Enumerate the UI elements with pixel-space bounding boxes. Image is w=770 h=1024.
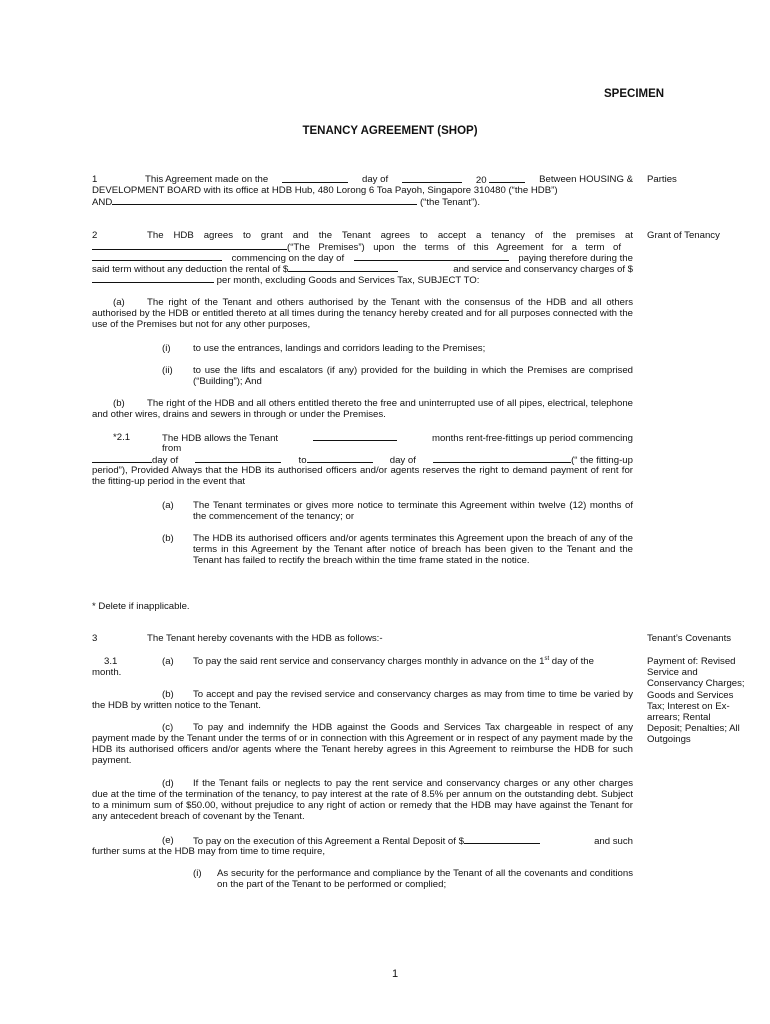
clause-2-text: and service and conservancy charges of $ bbox=[453, 264, 633, 275]
clause-2-b-body: The right of the HDB and all others entitled thereto the free and uninterrupted use of all pipes, electrical, telephone and other wires, drains and sewers in through or under the Premises. bbox=[92, 398, 633, 420]
page-number: 1 bbox=[392, 968, 399, 980]
date-blank[interactable] bbox=[282, 174, 348, 183]
clause-2-a-text bbox=[92, 297, 633, 330]
clause-1-text: This Agreement made on the bbox=[145, 174, 269, 185]
side-heading-tenants-covenants: Tenant’s Covenants bbox=[647, 633, 732, 644]
clause-2-1-a-text: The Tenant terminates or gives more notice to terminate this Agreement within twelve (12) months of the commencement of the tenancy; or bbox=[193, 500, 633, 522]
side-heading-parties: Parties bbox=[647, 174, 677, 185]
document-title: TENANCY AGREEMENT (SHOP) bbox=[302, 125, 478, 137]
clause-2-1-text: day of bbox=[389, 455, 416, 466]
clause-2-1-text: months rent-free-fittings up period commencing bbox=[431, 433, 633, 444]
clause-3-e-i-label: (i) bbox=[193, 868, 202, 879]
clause-2-1-line-1 bbox=[162, 432, 633, 444]
clause-2-1-text: day of bbox=[152, 455, 179, 466]
clause-3-c-body: To pay and indemnify the HDB against the Goods and Services Tax chargeable in respect of any payment made by the Tenant under the terms of or in connection with this Agreement or in respect of any payment made by the HDB its authorised officers and/or agents where the Tenant hereby agrees in this Agreement to reimburse the HDB for such payment. bbox=[92, 722, 633, 766]
clause-3-d-text bbox=[92, 778, 633, 822]
clause-1-line-3 bbox=[92, 196, 480, 208]
term-blank[interactable] bbox=[92, 252, 222, 261]
clause-2-1-text: The HDB allows the Tenant bbox=[162, 433, 279, 444]
clause-2-1-line-2: from bbox=[162, 443, 182, 454]
specimen-label: SPECIMEN bbox=[604, 88, 665, 100]
year-blank[interactable] bbox=[489, 174, 525, 183]
clause-3-e-label: (e) bbox=[162, 835, 174, 846]
premises-blank[interactable] bbox=[92, 241, 287, 250]
clause-2-number: 2 bbox=[92, 230, 98, 241]
to-month-blank[interactable] bbox=[433, 454, 571, 463]
rental-deposit-blank[interactable] bbox=[464, 835, 540, 844]
clause-3-c-label: (c) bbox=[162, 722, 174, 733]
clause-2-text: per month, excluding Goods and Services Tax, SUBJECT TO: bbox=[216, 275, 480, 286]
side-heading-payment: Payment of: Revised Service and Conservancy Charges; Goods and Services Tax; Interest on Ex-arrears; Rental Deposit; Penalties; All Outgoings bbox=[647, 656, 745, 746]
rental-blank[interactable] bbox=[288, 263, 398, 272]
commencement-blank[interactable] bbox=[354, 252, 509, 261]
clause-2-1-text: to bbox=[298, 455, 307, 466]
side-heading-grant-of-tenancy: Grant of Tenancy bbox=[647, 230, 720, 241]
clause-2-text: (“The Premises”) upon the terms of this Agreement for a term of bbox=[287, 242, 621, 253]
clause-2-1-b-label: (b) bbox=[162, 533, 174, 544]
clause-1-line-2: DEVELOPMENT BOARD with its office at HDB Hub, 480 Lorong 6 Toa Payoh, Singapore 310480 (“the HDB”) bbox=[92, 185, 558, 196]
from-day-blank[interactable] bbox=[92, 454, 152, 463]
delete-note: * Delete if inapplicable. bbox=[92, 601, 190, 612]
clause-3-d-label: (d) bbox=[162, 778, 174, 789]
clause-3-c-text bbox=[92, 722, 633, 766]
clause-3-e-line-2: further sums at the HDB may from time to time require, bbox=[92, 846, 325, 857]
clause-3-1-a-text: day of the bbox=[549, 656, 594, 667]
clause-3-1-a-text: To pay the said rent service and conservancy charges monthly in advance on the 1 bbox=[193, 656, 545, 667]
clause-3-1-number: 3.1 bbox=[104, 656, 118, 667]
month-blank[interactable] bbox=[402, 174, 462, 183]
clause-2-a-label: (a) bbox=[113, 297, 125, 308]
clause-2-1-a-label: (a) bbox=[162, 500, 174, 511]
clause-2-b-text bbox=[92, 398, 633, 420]
clause-2-line-1: The HDB agrees to grant and the Tenant agrees to accept a tenancy of the premises at bbox=[147, 230, 633, 241]
clause-2-ii-label: (ii) bbox=[162, 365, 173, 376]
clause-3-e-text: and such bbox=[594, 836, 633, 847]
rent-free-months-blank[interactable] bbox=[313, 432, 397, 441]
clause-3-d-body: If the Tenant fails or neglects to pay the rent service and conservancy charges or any other charges due at the time of the termination of the tenancy, to pay interest at the rate of 8.5% per annum on the outstanding debt. Subject to a minimum sum of $50.00, without prejudice to any right of action or remedy that the HDB may have against the Tenant for any antecedent breach of covenant by the Tenant. bbox=[92, 778, 633, 822]
clause-2-ii-text: to use the lifts and escalators (if any) provided for the building in which the Premises are comprised (“Building”); And bbox=[193, 365, 633, 387]
clause-2-line-5 bbox=[92, 274, 479, 286]
clause-2-1-number: *2.1 bbox=[113, 432, 131, 443]
clause-2-text: said term without any deduction the rental of $ bbox=[92, 264, 289, 275]
clause-3-b-body: To accept and pay the revised service and conservancy charges as may from time to time be varied by the HDB by written notice to the Tenant. bbox=[92, 689, 633, 711]
clause-2-a-body: The right of the Tenant and others authorised by the Tenant with the consensus of the HDB and all others authorised by the HDB or entitled thereto at all times during the tenancy hereby created and for all purposes connected with the use of the Premises but not for any other purposes, bbox=[92, 297, 633, 330]
clause-1-text: (“the Tenant”). bbox=[419, 197, 481, 208]
clause-3-e-i-text: As security for the performance and compliance by the Tenant of all the covenants and conditions on the part of the Tenant to be performed or complied; bbox=[217, 868, 633, 890]
clause-1-number: 1 bbox=[92, 174, 98, 185]
clause-2-text: commencing on the day of bbox=[231, 253, 345, 264]
ordinal-suffix: st bbox=[544, 655, 550, 662]
clause-3-b-label: (b) bbox=[162, 689, 174, 700]
charges-blank[interactable] bbox=[92, 274, 214, 283]
clause-2-text: paying therefore during the bbox=[518, 253, 633, 264]
clause-1-text: 20 bbox=[475, 175, 487, 186]
clause-3-intro: The Tenant hereby covenants with the HDB as follows:- bbox=[147, 633, 383, 644]
clause-3-1-a-line-1 bbox=[193, 656, 633, 667]
clause-2-1-line-4: period”), Provided Always that the HDB its authorised officers and/or agents reserves the right to demand payment of rent for the fitting-up period in the event that bbox=[92, 465, 633, 487]
tenant-name-blank[interactable] bbox=[112, 196, 417, 205]
clause-3-1-a-label: (a) bbox=[162, 656, 174, 667]
clause-2-1-text: (“ the fitting-up bbox=[571, 455, 633, 466]
clause-2-i-label: (i) bbox=[162, 343, 171, 354]
clause-2-i-text: to use the entrances, landings and corridors leading to the Premises; bbox=[193, 343, 486, 354]
clause-3-b-text bbox=[92, 689, 633, 711]
clause-2-1-b-text: The HDB its authorised officers and/or agents terminates this Agreement upon the breach of any of the terms in this Agreement by the Tenant after notice of breach has been given to the Tenant and the Tenant has failed to rectify the breach within the time frame stated in the notice. bbox=[193, 533, 633, 566]
clause-1-text: Between HOUSING & bbox=[539, 174, 633, 185]
clause-2-b-label: (b) bbox=[113, 398, 125, 409]
clause-1-text: AND bbox=[92, 197, 113, 208]
to-day-blank[interactable] bbox=[307, 454, 373, 463]
clause-3-e-text: To pay on the execution of this Agreement a Rental Deposit of $ bbox=[193, 836, 464, 847]
from-month-blank[interactable] bbox=[195, 454, 281, 463]
clause-3-number: 3 bbox=[92, 633, 98, 644]
clause-3-1-a-line-2: month. bbox=[92, 667, 122, 678]
clause-1-text: day of bbox=[361, 174, 389, 185]
